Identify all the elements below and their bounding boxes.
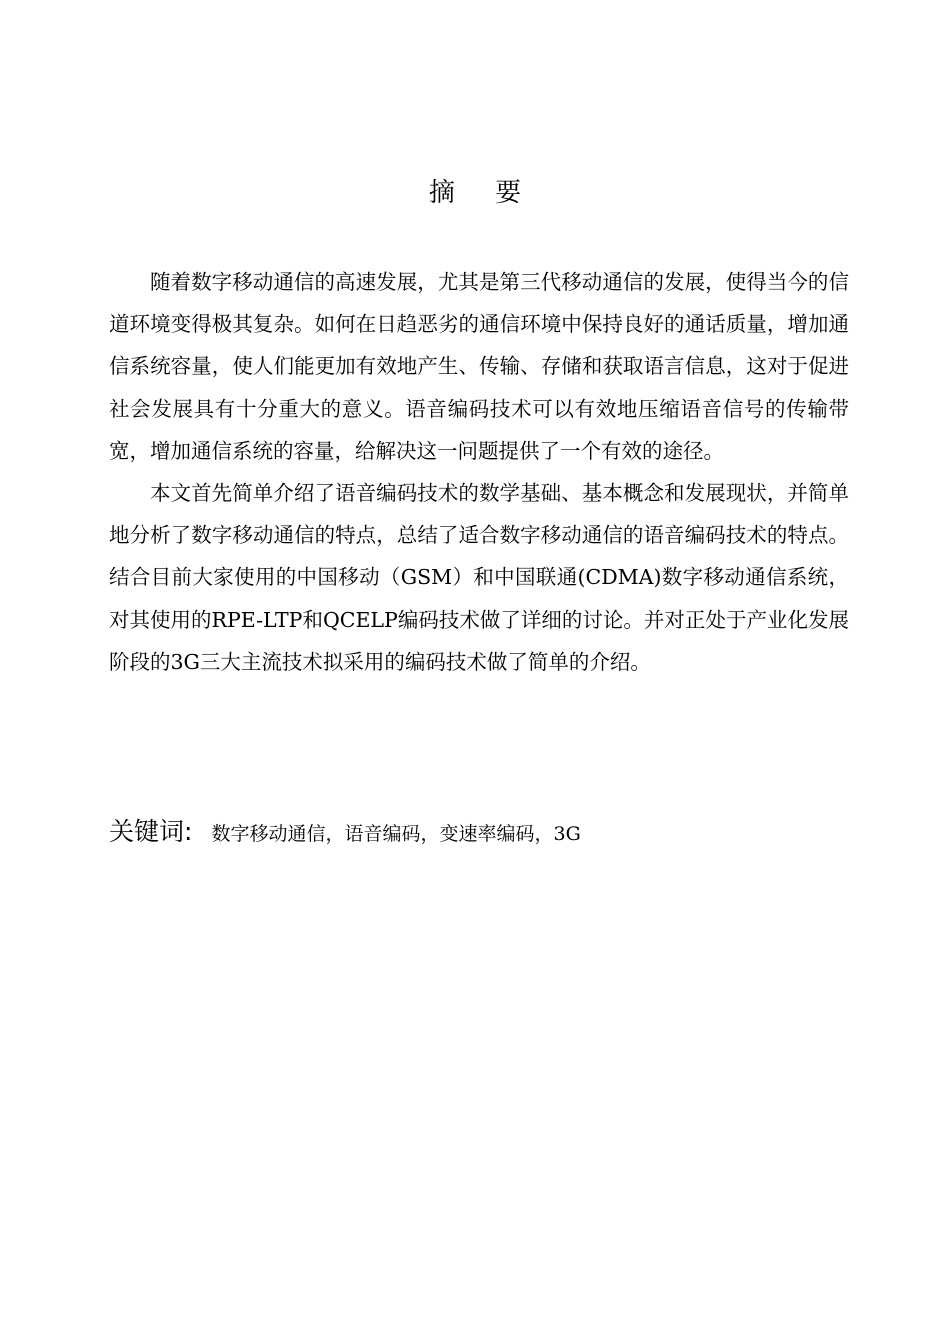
abstract-paragraph-1: 随着数字移动通信的高速发展，尤其是第三代移动通信的发展，使得当今的信道环境变得极其复杂。如何在日趋恶劣的通信环境中保持良好的通话质量，增加通信系统容量，使人们能更加有效地产生、传输、存储和获取语言信息，这对于促进社会发展具有十分重大的意义。语音编码技术可以有效地压缩语音信号的传输带宽，增加通信系统的容量，给解决这一问题提供了一个有效的途径。 <box>109 270 849 463</box>
abstract-body <box>109 261 849 683</box>
keywords-line <box>109 810 849 857</box>
abstract-paragraph-2: 本文首先简单介绍了语音编码技术的数学基础、基本概念和发展现状，并简单地分析了数字移动通信的特点，总结了适合数字移动通信的语音编码技术的特点。结合目前大家使用的中国移动（GSM）和中国联通(CDMA)数字移动通信系统，对其使用的RPE-LTP和QCELP编码技术做了详细的讨论。并对正处于产业化发展阶段的3G三大主流技术拟采用的编码技术做了简单的介绍。 <box>109 481 849 674</box>
page-title: 摘 要 <box>428 178 538 208</box>
keywords-label: 关键词: <box>109 817 193 846</box>
keywords-text: 数字移动通信，语音编码，变速率编码，3G <box>211 823 581 845</box>
